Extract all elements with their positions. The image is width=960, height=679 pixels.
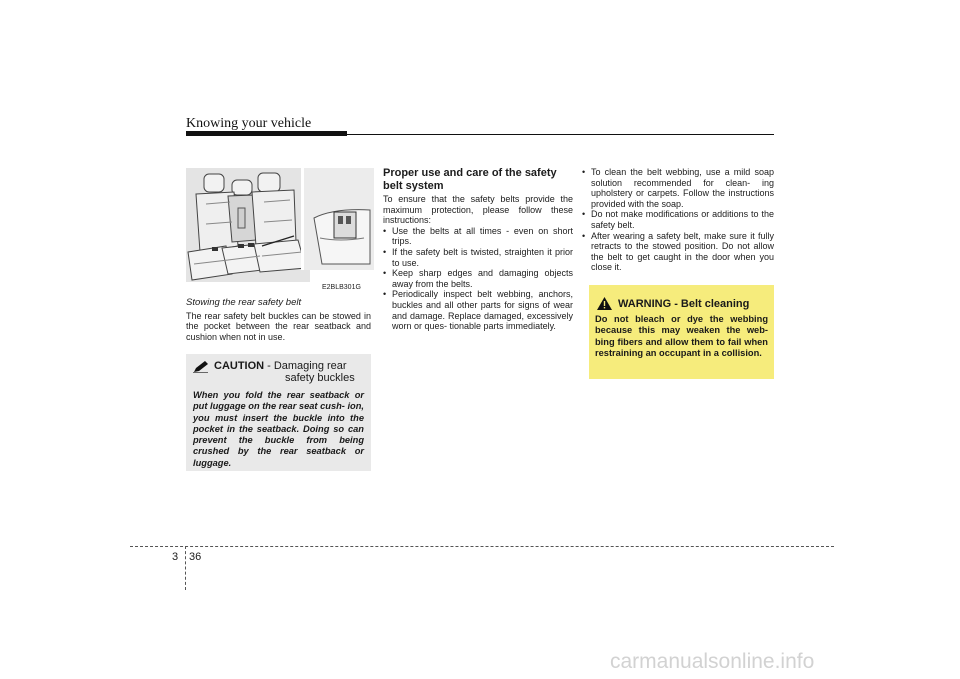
section-heading: Proper use and care of the safety belt system xyxy=(383,167,557,192)
figure-caption: E2BLB301G xyxy=(322,284,361,291)
buckle-pocket-drawing xyxy=(304,168,374,270)
chapter-number: 3 xyxy=(172,551,179,563)
warning-triangle-icon xyxy=(597,297,612,310)
middle-column xyxy=(383,167,573,332)
page-header-title: Knowing your vehicle xyxy=(186,116,312,131)
stowing-subheading: Stowing the rear safety belt xyxy=(186,297,302,308)
list-item: • Keep sharp edges and damaging objects away from the belts. xyxy=(383,268,573,289)
pencil-caution-icon xyxy=(193,361,208,373)
rear-seat-illustration xyxy=(186,168,310,282)
warning-topic: Belt cleaning xyxy=(680,297,750,310)
list-item: • Do not make modifications or additions to the safety belt. xyxy=(582,209,774,230)
caution-box xyxy=(186,354,371,471)
care-list xyxy=(582,167,774,273)
buckle-pocket-inset xyxy=(301,168,374,270)
footer-rule xyxy=(130,546,834,547)
list-item: • After wearing a safety belt, make sure it fully retracts to the stowed position. Do not allow the belt to get caught in the door when you close it. xyxy=(582,231,774,273)
caution-text: When you fold the rear seatback or put luggage on the rear seat cush- ion, you must insert the buckle into the pocket in the seatback. Doing so can prevent the buckle from being crushed by the rear seatback or luggage. xyxy=(193,390,364,468)
instruction-list xyxy=(383,226,573,332)
list-item: • Use the belts at all times - even on short trips. xyxy=(383,226,573,247)
warning-label: WARNING - xyxy=(618,297,678,310)
warning-text: Do not bleach or dye the webbing because this may weaken the web- bing fibers and allow them to fail when restraining an occupant in a collision. xyxy=(595,314,768,358)
caution-topic-line1: - Damaging rear xyxy=(267,360,347,372)
list-item: • Periodically inspect belt webbing, anchors, buckles and all other parts for signs of wear and damage. Replace damaged, excessively worn or ques- tionable parts immediately. xyxy=(383,289,573,331)
right-column xyxy=(582,167,774,273)
caution-topic-line2: safety buckles xyxy=(285,372,355,384)
list-item: • If the safety belt is twisted, straighten it prior to use. xyxy=(383,247,573,268)
footer-vertical-rule xyxy=(185,546,186,590)
left-column xyxy=(186,298,371,342)
page-number: 36 xyxy=(189,551,202,563)
section-intro: To ensure that the safety belts provide the maximum protection, please follow these instructions: xyxy=(383,194,573,226)
header-rule xyxy=(347,134,774,135)
rear-seat-drawing xyxy=(186,168,310,282)
watermark: carmanualsonline.info xyxy=(610,650,815,673)
list-item: • To clean the belt webbing, use a mild soap solution recommended for clean- ing upholstery or carpets. Follow the instructions provided with the soap. xyxy=(582,167,774,209)
warning-header xyxy=(595,297,768,310)
stowing-paragraph: The rear safety belt buckles can be stowed in the pocket between the rear seatback and cushion when not in use. xyxy=(186,310,371,342)
header-bar xyxy=(186,131,347,136)
rear-seat-figure xyxy=(186,168,371,296)
warning-box xyxy=(589,285,774,379)
caution-label: CAUTION xyxy=(214,360,265,372)
